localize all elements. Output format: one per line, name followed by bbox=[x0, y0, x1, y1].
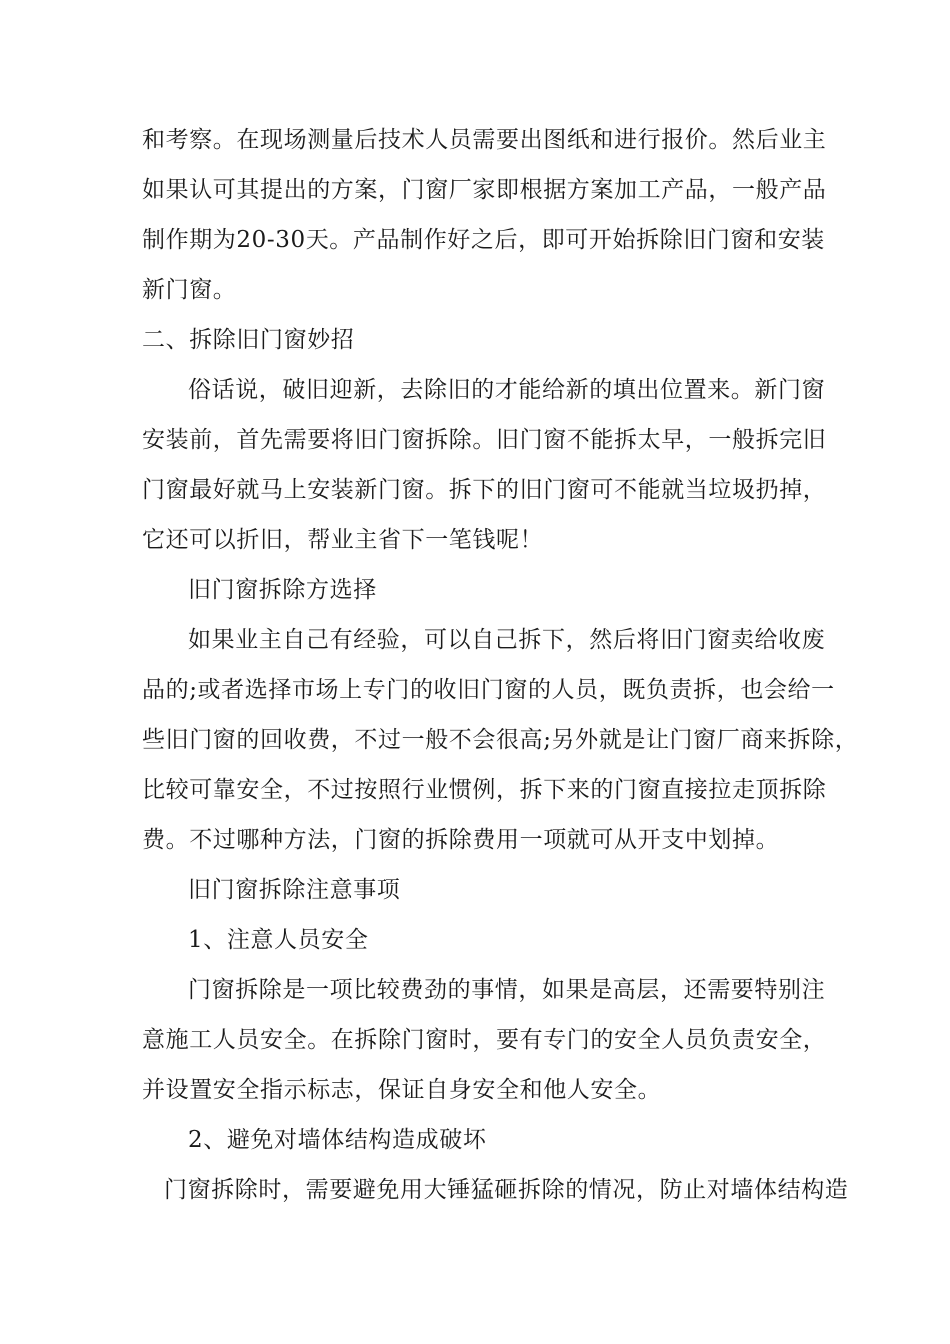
paragraph-line: 俗话说，破旧迎新，去除旧的才能给新的填出位置来。新门窗 bbox=[188, 377, 826, 403]
paragraph-line: 比较可靠安全，不过按照行业惯例，拆下来的门窗直接拉走顶拆除 bbox=[142, 777, 827, 803]
paragraph-line: 和考察。在现场测量后技术人员需要出图纸和进行报价。然后业主 bbox=[142, 127, 827, 153]
paragraph-line: 它还可以折旧，帮业主省下一笔钱呢！ bbox=[142, 527, 544, 553]
paragraph-line: 并设置安全指示标志，保证自身安全和他人安全。 bbox=[142, 1077, 662, 1103]
paragraph-line: 门窗拆除时，需要避免用大锤猛砸拆除的情况，防止对墙体结构造 bbox=[164, 1177, 849, 1203]
paragraph-line: 费。不过哪种方法，门窗的拆除费用一项就可从开支中划掉。 bbox=[142, 827, 780, 853]
paragraph-line: 意施工人员安全。在拆除门窗时，要有专门的安全人员负责安全， bbox=[142, 1027, 827, 1053]
paragraph-line: 门窗最好就马上安装新门窗。拆下的旧门窗可不能就当垃圾扔掉， bbox=[142, 477, 827, 503]
paragraph-line: 门窗拆除是一项比较费劲的事情，如果是高层，还需要特别注 bbox=[188, 977, 826, 1003]
paragraph-line: 制作期为20-30天。产品制作好之后，即可开始拆除旧门窗和安装 bbox=[142, 227, 825, 253]
paragraph-line: 品的;或者选择市场上专门的收旧门窗的人员，既负责拆，也会给一 bbox=[142, 677, 835, 703]
paragraph-line: 如果业主自己有经验，可以自己拆下，然后将旧门窗卖给收废 bbox=[188, 627, 826, 653]
paragraph-line: 些旧门窗的回收费，不过一般不会很高;另外就是让门窗厂商来拆除， bbox=[142, 727, 859, 753]
list-item-heading: 1、注意人员安全 bbox=[188, 927, 369, 953]
paragraph-line: 如果认可其提出的方案，门窗厂家即根据方案加工产品，一般产品 bbox=[142, 177, 827, 203]
paragraph-line: 新门窗。 bbox=[142, 277, 237, 303]
paragraph-line: 安装前，首先需要将旧门窗拆除。旧门窗不能拆太早，一般拆完旧 bbox=[142, 427, 827, 453]
section-heading: 二、拆除旧门窗妙招 bbox=[142, 327, 355, 353]
list-item-heading: 2、避免对墙体结构造成破坏 bbox=[188, 1127, 487, 1153]
subheading: 旧门窗拆除注意事项 bbox=[188, 877, 401, 903]
subheading: 旧门窗拆除方选择 bbox=[188, 577, 377, 603]
